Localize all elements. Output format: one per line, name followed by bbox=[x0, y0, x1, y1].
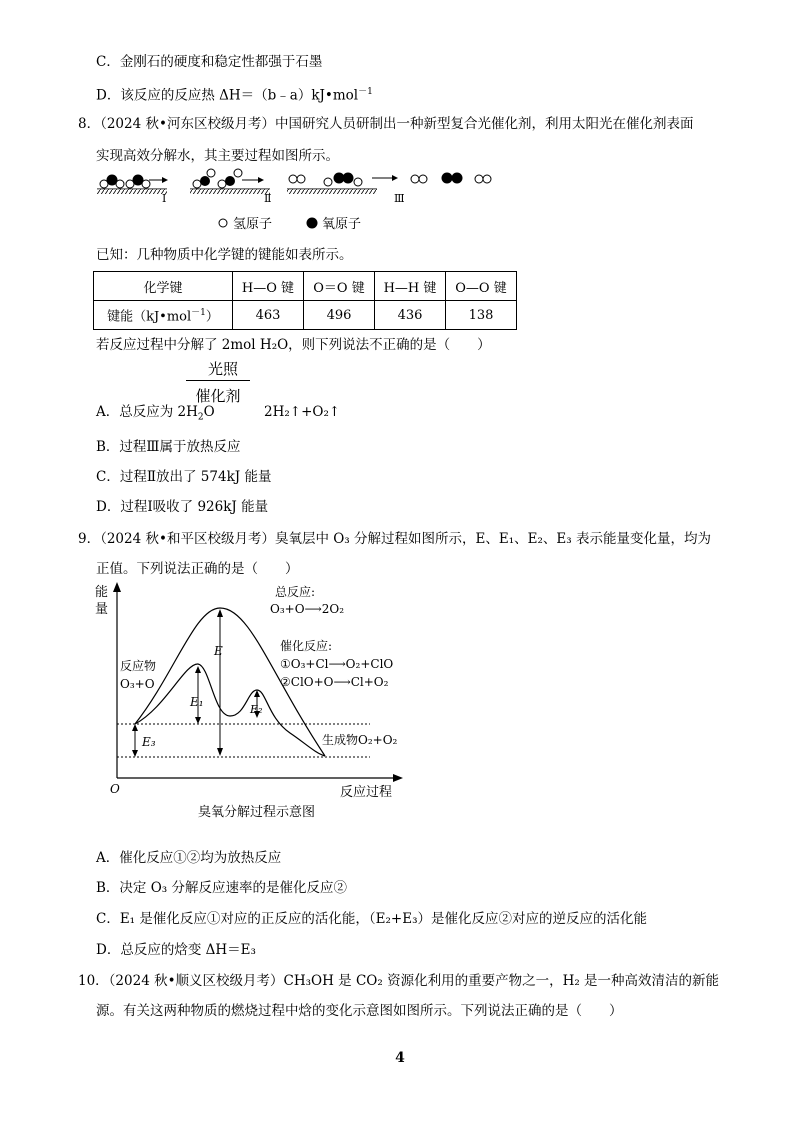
q10-stem-line1: 10．（2024 秋•顺义区校级月考）CH₃OH 是 CO₂ 资源化利用的重要产物之一，H₂ 是一种高效清洁的新能 bbox=[78, 973, 720, 989]
water-splitting-diagram bbox=[92, 166, 512, 236]
oxygen-atom-icon bbox=[307, 218, 318, 229]
q8-option-d: D．过程Ⅰ吸收了 926kJ 能量 bbox=[96, 499, 269, 515]
total-reaction-equation: O₃+O⟶2O₂ bbox=[270, 602, 345, 616]
option-a-o: O bbox=[203, 404, 215, 420]
stage-label-1: Ⅰ bbox=[162, 192, 167, 205]
q8-known: 已知：几种物质中化学键的键能如表所示。 bbox=[96, 247, 353, 263]
q8-option-a-products: 2H₂↑+O₂↑ bbox=[264, 404, 341, 420]
product-label: 生成物O₂+O₂ bbox=[322, 733, 398, 747]
row-label-sup: －1 bbox=[191, 308, 206, 319]
label-e1: E₁ bbox=[190, 695, 204, 709]
total-reaction-title: 总反应: bbox=[275, 585, 316, 599]
table-row-label bbox=[94, 301, 233, 330]
q9-stem-line1: 9．（2024 秋•和平区校级月考）臭氧层中 O₃ 分解过程如图所示，E、E₁、E₂、E₃ 表示能量变化量，均为 bbox=[78, 531, 711, 547]
option-c-prev: C．金刚石的硬度和稳定性都强于石墨 bbox=[96, 54, 323, 70]
hydrogen-atom-icon bbox=[219, 219, 227, 227]
option-d-prev-sup: －1 bbox=[358, 87, 373, 97]
row-label-end: ） bbox=[205, 309, 219, 325]
reactant-label-2: O₃+O bbox=[120, 677, 155, 691]
origin-label: O bbox=[110, 782, 120, 796]
ozone-energy-diagram bbox=[90, 578, 430, 823]
option-d-prev bbox=[96, 83, 373, 105]
condition-light: 光照 bbox=[207, 360, 238, 378]
table-row bbox=[94, 301, 517, 330]
table-cell: 496 bbox=[304, 301, 375, 330]
table-header-cell: H—O 键 bbox=[233, 272, 304, 301]
table-header-cell: 化学键 bbox=[94, 272, 233, 301]
stage-label-2: Ⅱ bbox=[264, 192, 272, 205]
table-cell: 463 bbox=[233, 301, 304, 330]
q8-option-c: C．过程Ⅱ放出了 574kJ 能量 bbox=[96, 469, 272, 485]
bond-energy-table bbox=[93, 271, 517, 330]
label-e: E bbox=[214, 644, 223, 658]
q8-question: 若反应过程中分解了 2mol H₂O，则下列说法不正确的是（ ） bbox=[96, 337, 491, 353]
page-number: 4 bbox=[395, 1050, 405, 1066]
q9-option-b: B．决定 O₃ 分解反应速率的是催化反应② bbox=[96, 880, 347, 896]
q9-option-c: C．E₁ 是催化反应①对应的正反应的活化能，（E₂+E₃）是催化反应②对应的逆反应的活化能 bbox=[96, 911, 647, 927]
table-header-cell: O—O 键 bbox=[446, 272, 517, 301]
label-e3: E₃ bbox=[142, 735, 156, 749]
q8-option-b: B．过程Ⅲ属于放热反应 bbox=[96, 439, 241, 455]
q9-stem-line2: 正值。下列说法正确的是（ ） bbox=[96, 561, 299, 577]
legend-hydrogen: 氢原子 bbox=[233, 217, 273, 232]
catalyst-surface bbox=[287, 189, 377, 194]
table-cell: 436 bbox=[375, 301, 446, 330]
q8-stem-line2: 实现高效分解水，其主要过程如图所示。 bbox=[96, 148, 339, 164]
q10-stem-line2: 源。有关这两种物质的燃烧过程中焓的变化示意图如图所示。下列说法正确的是（ ） bbox=[96, 1003, 623, 1019]
table-header-cell: H—H 键 bbox=[375, 272, 446, 301]
catalytic-reaction-2: ②ClO+O⟶Cl+O₂ bbox=[280, 675, 389, 689]
diagram-caption: 臭氧分解过程示意图 bbox=[198, 805, 316, 820]
table-header-row bbox=[94, 272, 517, 301]
catalytic-reaction-1: ①O₃+Cl⟶O₂+ClO bbox=[280, 657, 394, 671]
q9-option-a: A．催化反应①②均为放热反应 bbox=[96, 850, 282, 866]
option-d-prev-text: D．该反应的反应热 ΔH＝（b﹣a）kJ•mol bbox=[96, 87, 359, 104]
y-axis-label-1: 能 bbox=[95, 585, 109, 600]
table-cell: 138 bbox=[446, 301, 517, 330]
q8-option-a: A．总反应为 $2H_2O$ bbox=[96, 404, 215, 423]
option-a-pre: A．总反应为 2H bbox=[96, 404, 198, 420]
condition-catalyst: 催化剂 bbox=[195, 387, 241, 405]
catalyst-surface bbox=[97, 189, 167, 194]
catalytic-reaction-title: 催化反应: bbox=[280, 639, 333, 653]
row-label-text: 键能（kJ•mol bbox=[107, 309, 192, 325]
y-axis-label-2: 量 bbox=[95, 602, 109, 617]
reactant-label-1: 反应物 bbox=[120, 659, 157, 673]
x-axis-label: 反应过程 bbox=[340, 785, 393, 800]
q9-option-d: D．总反应的焓变 ΔH＝E₃ bbox=[96, 942, 256, 958]
catalyst-surface bbox=[190, 189, 270, 194]
condition-bar bbox=[186, 380, 250, 381]
table-header-cell: O＝O 键 bbox=[304, 272, 375, 301]
stage-label-3: Ⅲ bbox=[394, 192, 405, 205]
q8-stem-line1: 8．（2024 秋•河东区校级月考）中国研究人员研制出一种新型复合光催化剂，利用太阳光在催化剂表面 bbox=[78, 116, 694, 132]
legend-oxygen: 氧原子 bbox=[322, 217, 362, 232]
label-e2: E₂ bbox=[250, 703, 263, 716]
